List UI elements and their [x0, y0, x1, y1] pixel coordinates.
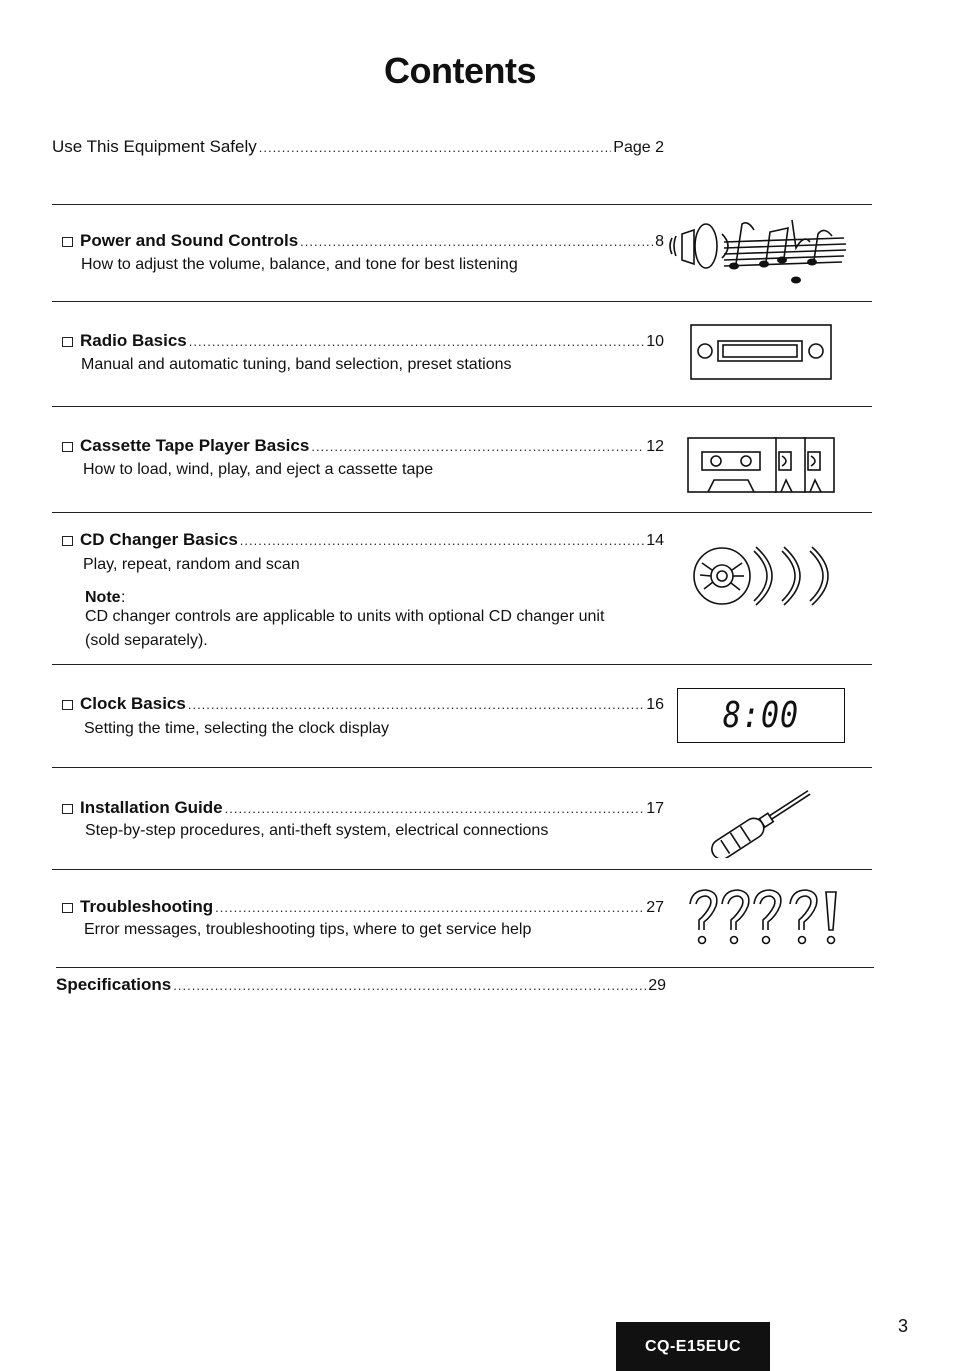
clock-display-value: 8:00 — [722, 694, 800, 737]
checkbox-icon — [62, 337, 73, 347]
checkbox-icon — [62, 442, 73, 452]
toc-page: 17 — [646, 800, 664, 817]
leader-dots — [240, 533, 644, 548]
toc-entry-cd-changer[interactable] — [62, 530, 664, 550]
checkbox-icon — [62, 700, 73, 710]
toc-page: 27 — [646, 899, 664, 916]
toc-page: 12 — [646, 438, 664, 455]
page-title: Contents — [384, 50, 536, 91]
screwdriver-icon — [702, 784, 814, 858]
toc-description: Setting the time, selecting the clock display — [84, 720, 390, 737]
toc-description: How to adjust the volume, balance, and tone for best listening — [81, 256, 518, 273]
toc-entry-clock[interactable] — [62, 694, 664, 714]
toc-entry-specifications[interactable] — [56, 975, 666, 995]
toc-page: 8 — [655, 233, 664, 250]
clock-display-icon — [677, 688, 845, 743]
divider — [52, 406, 872, 407]
toc-label: Cassette Tape Player Basics — [80, 436, 310, 455]
toc-label: Specifications — [56, 975, 172, 994]
toc-entry-power-sound[interactable] — [62, 231, 664, 251]
leader-dots — [189, 334, 644, 349]
toc-label: Clock Basics — [80, 694, 186, 713]
question-marks-icon — [686, 886, 842, 948]
leader-dots — [300, 234, 653, 249]
leader-dots — [259, 140, 612, 155]
toc-entry-troubleshooting[interactable] — [62, 897, 664, 917]
leader-dots — [215, 900, 644, 915]
toc-description: Error messages, troubleshooting tips, where to get service help — [84, 921, 532, 938]
checkbox-icon — [62, 903, 73, 913]
toc-entry-radio[interactable] — [62, 331, 664, 351]
divider — [52, 204, 872, 205]
divider — [52, 869, 872, 870]
page-number: 3 — [898, 1316, 909, 1336]
leader-dots — [311, 439, 644, 454]
note-colon: : — [121, 589, 126, 606]
toc-label: Troubleshooting — [80, 897, 214, 916]
toc-page: 29 — [648, 977, 666, 994]
cassette-tape-icon — [686, 436, 836, 494]
note-text-line: (sold separately). — [85, 632, 208, 649]
divider — [52, 301, 872, 302]
toc-entry-safety[interactable] — [52, 137, 664, 157]
toc-description: How to load, wind, play, and eject a cassette tape — [83, 461, 434, 478]
checkbox-icon — [62, 237, 73, 247]
speaker-music-notes-icon — [664, 212, 856, 288]
leader-dots — [225, 801, 645, 816]
leader-dots — [188, 697, 644, 712]
toc-label: Radio Basics — [80, 331, 187, 350]
divider — [52, 767, 872, 768]
toc-description: Play, repeat, random and scan — [83, 556, 300, 573]
toc-label: Installation Guide — [80, 798, 223, 817]
toc-description: Manual and automatic tuning, band selection, preset stations — [81, 356, 512, 373]
toc-entry-cassette[interactable] — [62, 436, 664, 456]
divider — [52, 664, 872, 665]
checkbox-icon — [62, 536, 73, 546]
note-label: Note — [85, 589, 121, 606]
toc-page: Page 2 — [613, 139, 664, 156]
divider — [52, 512, 872, 513]
checkbox-icon — [62, 804, 73, 814]
cd-discs-icon — [692, 543, 842, 609]
leader-dots — [173, 978, 646, 993]
radio-display-icon — [690, 324, 834, 382]
toc-page: 14 — [646, 532, 664, 549]
divider — [56, 967, 874, 968]
note-text-line: CD changer controls are applicable to units with optional CD changer unit — [85, 608, 605, 625]
toc-label: Use This Equipment Safely — [52, 137, 257, 156]
toc-page: 16 — [646, 696, 664, 713]
toc-page: 10 — [646, 333, 664, 350]
toc-entry-installation[interactable] — [62, 798, 664, 818]
model-number-badge: CQ-E15EUC — [616, 1322, 770, 1371]
toc-description: Step-by-step procedures, anti-theft system, electrical connections — [85, 822, 549, 839]
toc-label: Power and Sound Controls — [80, 231, 299, 250]
toc-label: CD Changer Basics — [80, 530, 238, 549]
